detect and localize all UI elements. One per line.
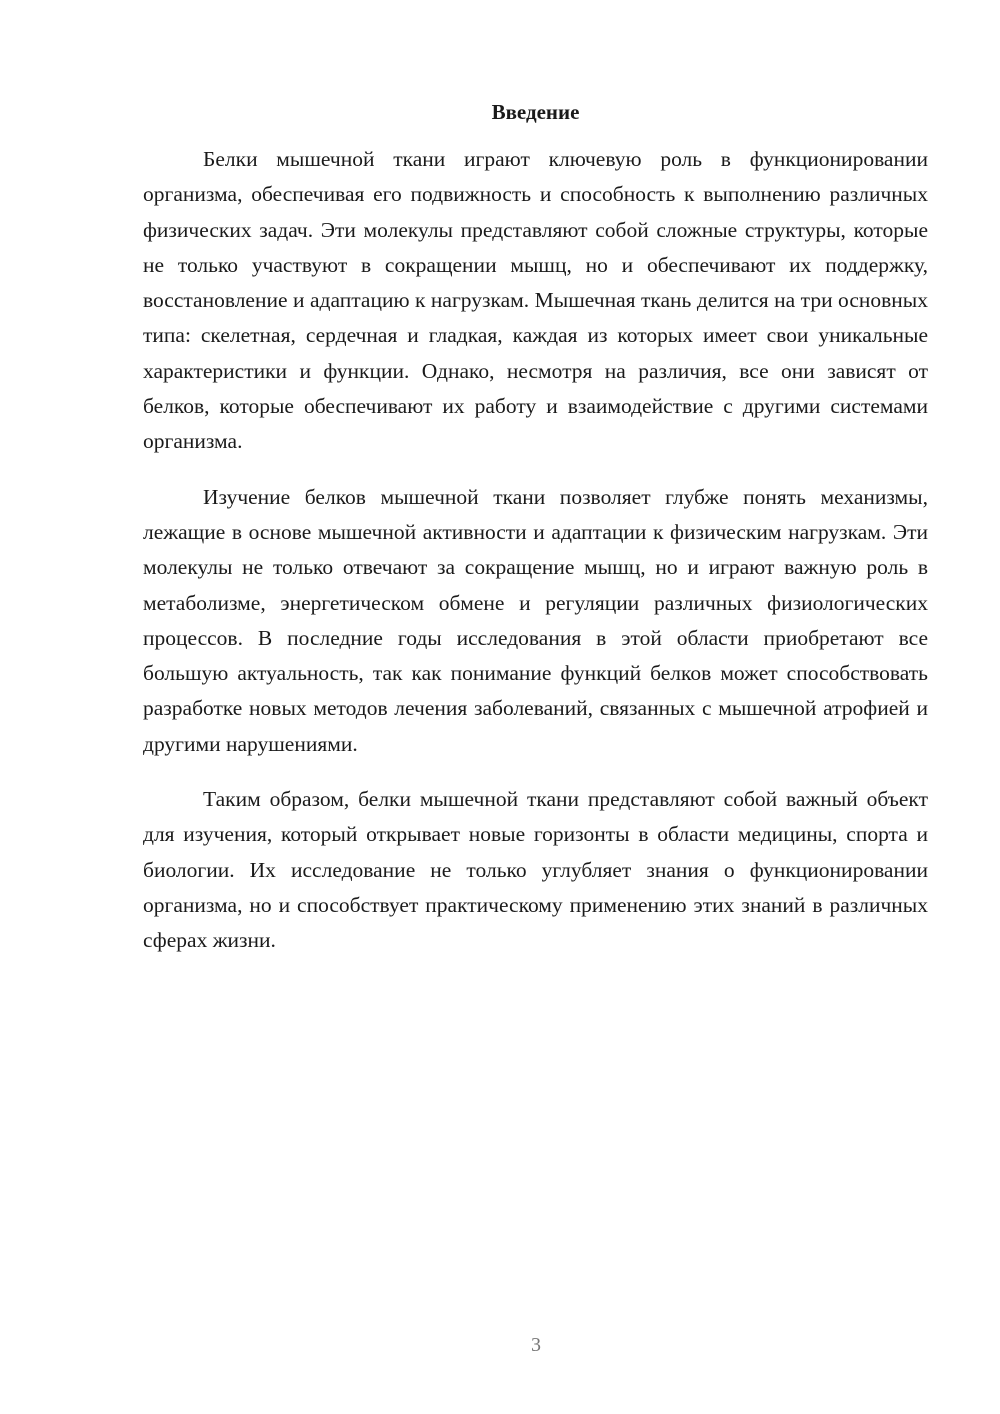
- body-text: [143, 142, 928, 979]
- paragraph-2: Изучение белков мышечной ткани позволяет глубже понять механизмы, лежащие в основе мышечной активности и адаптации к физическим нагрузкам. Эти молекулы не только отвечают за сокращение мышц, но и играют важную роль в метаболизме, энергетическом обмене и регуляции различных физиологических процессов. В последние годы исследования в этой области приобретают все большую актуальность, так как понимание функций белков может способствовать разработке новых методов лечения заболеваний, связанных с мышечной атрофией и другими нарушениями.: [143, 484, 928, 756]
- page-number: 3: [531, 1334, 541, 1356]
- paragraph-1: Белки мышечной ткани играют ключевую роль в функционировании организма, обеспечивая его подвижность и способность к выполнению различных физических задач. Эти молекулы представляют собой сложные структуры, которые не только участвуют в сокращении мышц, но и обеспечивают их поддержку, восстановление и адаптацию к нагрузкам. Мышечная ткань делится на три основных типа: скелетная, сердечная и гладкая, каждая из которых имеет свои уникальные характеристики и функции. Однако, несмотря на различия, все они зависят от белков, которые обеспечивают их работу и взаимодействие с другими системами организма.: [143, 147, 928, 454]
- paragraph-3: Таким образом, белки мышечной ткани представляют собой важный объект для изучения, который открывает новые горизонты в области медицины, спорта и биологии. Их исследование не только углубляет знания о функционировании организма, но и способствует практическому применению этих знаний в различных сферах жизни.: [143, 787, 928, 953]
- section-heading: Введение: [491, 100, 580, 124]
